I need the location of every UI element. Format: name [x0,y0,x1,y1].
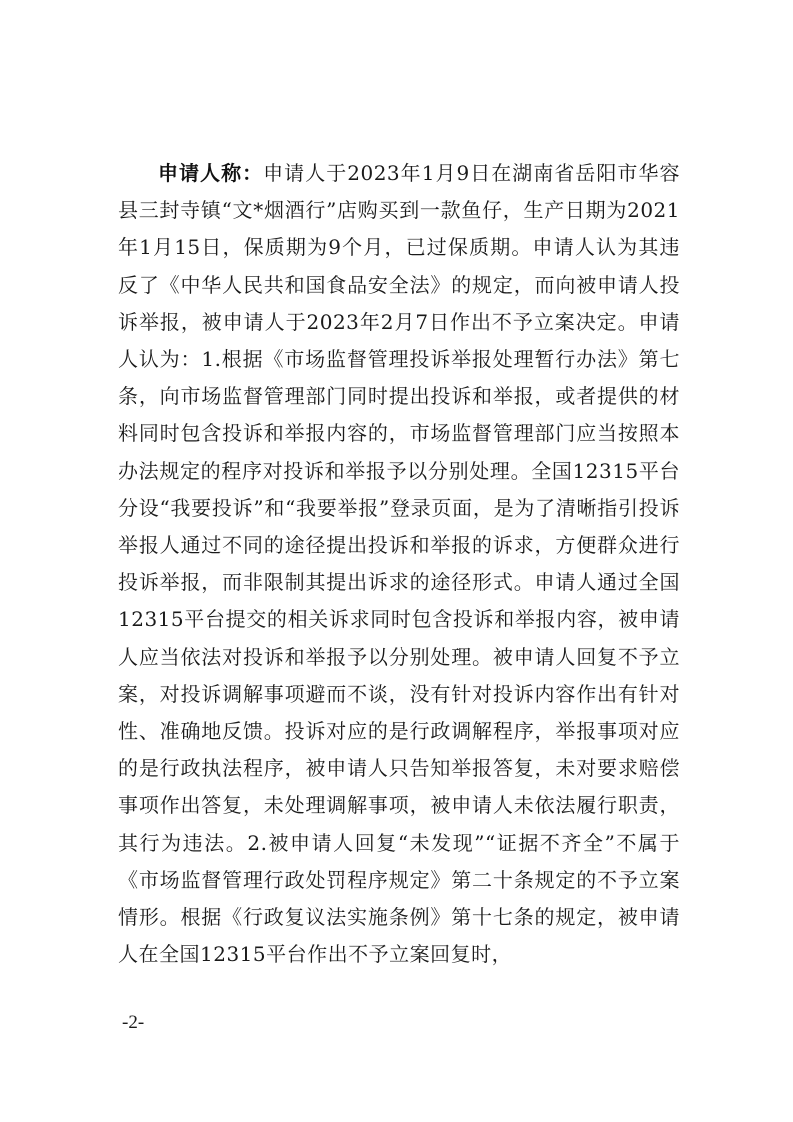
page-number: -2- [122,1012,145,1033]
paragraph-text: 申请人于2023年1月9日在湖南省岳阳市华容县三封寺镇“文*烟酒行”店购买到一款鱼仔，生产日期为2021年1月15日，保质期为9个月，已过保质期。申请人认为其违反了《中华人民共和国食品安全法》的规定，而向被申请人投诉举报，被申请人于2023年2月7日作出不予立案决定。申请人认为：1.根据《市场监督管理投诉举报处理暂行办法》第七条，向市场监督管理部门同时提出投诉和举报，或者提供的材料同时包含投诉和举报内容的，市场监督管理部门应当按照本办法规定的程序对投诉和举报予以分别处理。全国12315平台分设“我要投诉”和“我要举报”登录页面，是为了清晰指引投诉举报人通过不同的途径提出投诉和举报的诉求，方便群众进行投诉举报，而非限制其提出诉求的途径形式。申请人通过全国12315平台提交的相关诉求同时包含投诉和举报内容，被申请人应当依法对投诉和举报予以分别处理。被申请人回复不予立案，对投诉调解事项避而不谈，没有针对投诉内容作出有针对性、准确地反馈。投诉对应的是行政调解程序，举报事项对应的是行政执法程序，被申请人只告知举报答复，未对要求赔偿事项作出答复，未处理调解事项，被申请人未依法履行职责，其行为违法。2.被申请人回复“未发现”“证据不齐全”不属于《市场监督管理行政处罚程序规定》第二十条规定的不予立案情形。根据《行政复议法实施条例》第十七条的规定，被申请人在全国12315平台作出不予立案回复时， [118,161,680,967]
applicant-statement-label: 申请人称： [158,161,264,185]
body-paragraph [118,155,680,973]
